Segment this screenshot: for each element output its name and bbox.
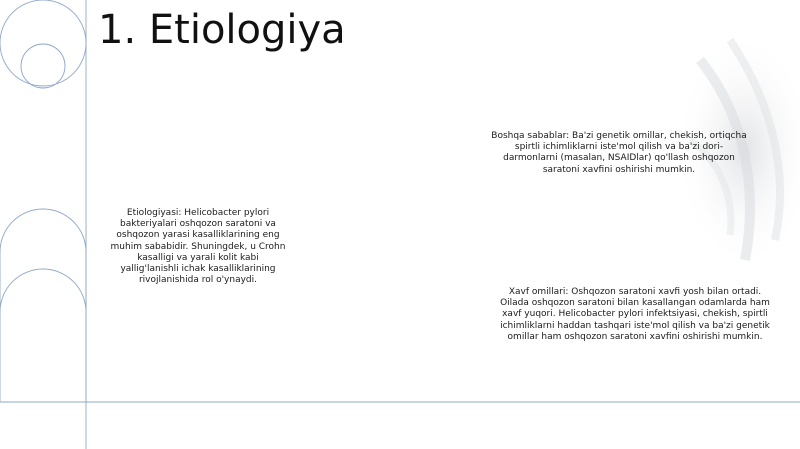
risk-factors-paragraph: Xavf omillari: Oshqozon saratoni xavfi yosh bilan ortadi. Oilada oshqozon saratoni bilan kasallangan odamlarda ham xavf yuqori. Helicobacter pylori infektsiyasi, chekish, spirtli ichimliklarni haddan tashqari iste'mol qilish va ba'zi genetik omillar ham oshqozon saratoni xavfini oshirishi mumkin. [500,287,770,342]
lower-arch-outline [0,269,86,312]
large-outline-circle [0,0,86,86]
etiology-paragraph: Etiologiyasi: Helicobacter pylori bakteriyalari oshqozon saratoni va oshqozon yarasi kasalliklarining eng muhim sababidir. Shuningdek, u Crohn kasalligi va yarali kolit kabi yallig'lanishli ichak kasalliklarining rivojlanishida rol o'ynaydi. [110,208,286,286]
other-causes-paragraph: Boshqa sabablar: Ba'zi genetik omillar, chekish, ortiqcha spirtli ichimliklarni iste'mol qilish va ba'zi dori-darmonlarni (masalan, NSAIDlar) qo'llash oshqozon saratoni xavfini oshirishi mumkin. [491,131,747,175]
small-outline-circle [21,44,65,88]
upper-arch-outline [0,209,86,402]
slide-title: 1. Etiologiya [98,7,346,53]
